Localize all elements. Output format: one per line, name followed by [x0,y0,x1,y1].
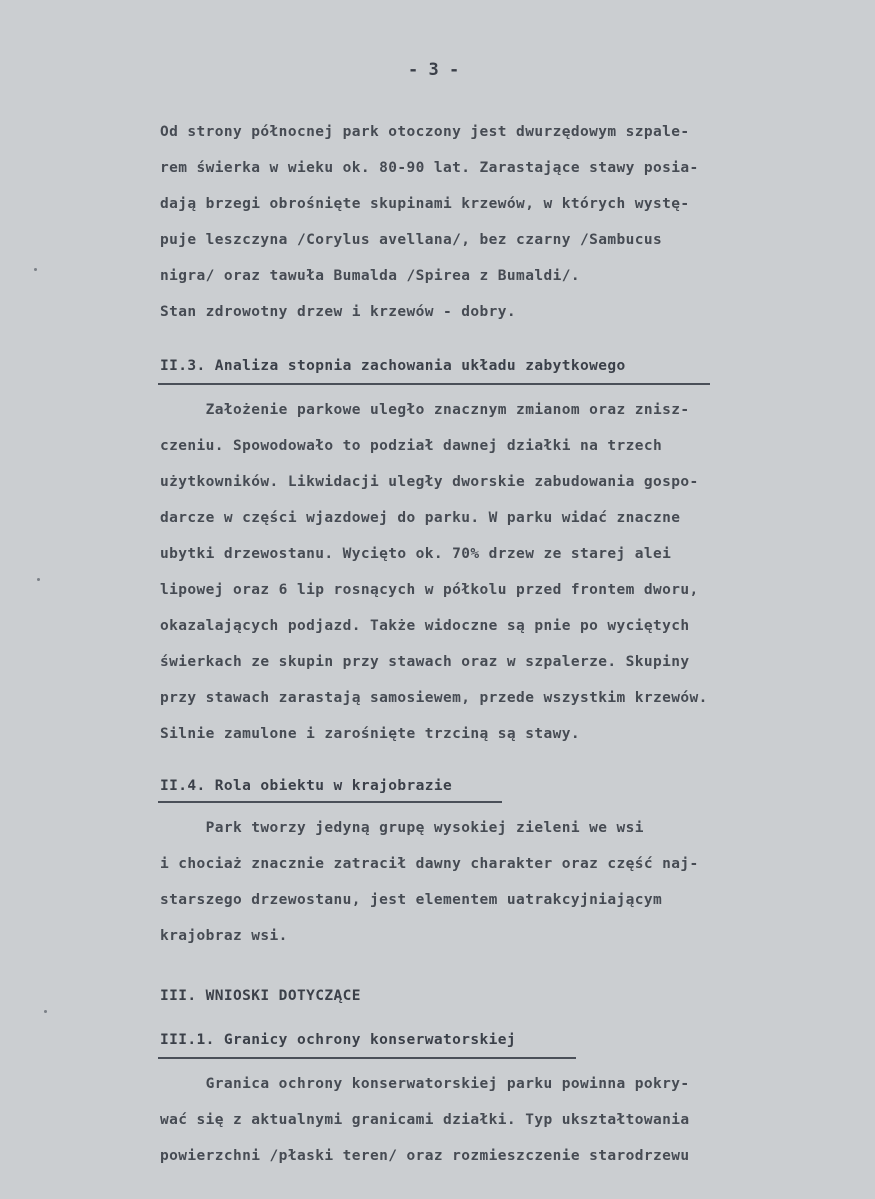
s23-line-7: okazalających podjazd. Także widoczne są pnie po wyciętych [160,618,690,634]
s23-line-6: lipowej oraz 6 lip rosnących w półkolu przed frontem dworu, [160,582,699,598]
section-2-3-heading: II.3. Analiza stopnia zachowania układu zabytkowego [160,358,626,374]
para1-line-6: Stan zdrowotny drzew i krzewów - dobry. [160,304,517,320]
s24-line-3: starszego drzewostanu, jest elementem uatrakcyjniającym [160,892,663,908]
s23-line-1: Założenie parkowe uległo znacznym zmianom oraz znisz- [160,402,690,418]
s24-line-4: krajobraz wsi. [160,928,288,944]
section-3-heading: III. WNIOSKI DOTYCZĄCE [160,988,361,1004]
section-2-4-underline [158,801,502,803]
paper-speck [44,1010,47,1013]
s23-line-8: świerkach ze skupin przy stawach oraz w szpalerze. Skupiny [160,654,690,670]
s23-line-4: darcze w części wjazdowej do parku. W parku widać znaczne [160,510,681,526]
page-number: - 3 - [408,60,460,80]
section-2-3-underline [158,383,710,385]
para1-line-4: puje leszczyna /Corylus avellana/, bez czarny /Sambucus [160,232,663,248]
s31-line-3: powierzchni /płaski teren/ oraz rozmieszczenie starodrzewu [160,1148,690,1164]
para1-line-1: Od strony północnej park otoczony jest dwurzędowym szpale- [160,124,690,140]
paper-speck [37,578,40,581]
para1-line-2: rem świerka w wieku ok. 80-90 lat. Zarastające stawy posia- [160,160,699,176]
s23-line-10: Silnie zamulone i zarośnięte trzciną są stawy. [160,726,580,742]
s24-line-2: i chociaż znacznie zatracił dawny charakter oraz część naj- [160,856,699,872]
s23-line-2: czeniu. Spowodowało to podział dawnej działki na trzech [160,438,663,454]
s23-line-9: przy stawach zarastają samosiewem, przede wszystkim krzewów. [160,690,708,706]
s24-line-1: Park tworzy jedyną grupę wysokiej zieleni we wsi [160,820,644,836]
s23-line-3: użytkowników. Likwidacji uległy dworskie zabudowania gospo- [160,474,699,490]
section-3-1-heading: III.1. Granicy ochrony konserwatorskiej [160,1032,517,1048]
section-3-1-underline [158,1057,576,1059]
s31-line-2: wać się z aktualnymi granicami działki. Typ ukształtowania [160,1112,690,1128]
para1-line-5: nigra/ oraz tawuła Bumalda /Spirea z Bumaldi/. [160,268,580,284]
s31-line-1: Granica ochrony konserwatorskiej parku powinna pokry- [160,1076,690,1092]
paper-speck [34,268,37,271]
section-2-4-heading: II.4. Rola obiektu w krajobrazie [160,778,453,794]
para1-line-3: dają brzegi obrośnięte skupinami krzewów, w których wystę- [160,196,690,212]
s23-line-5: ubytki drzewostanu. Wycięto ok. 70% drzew ze starej alei [160,546,672,562]
